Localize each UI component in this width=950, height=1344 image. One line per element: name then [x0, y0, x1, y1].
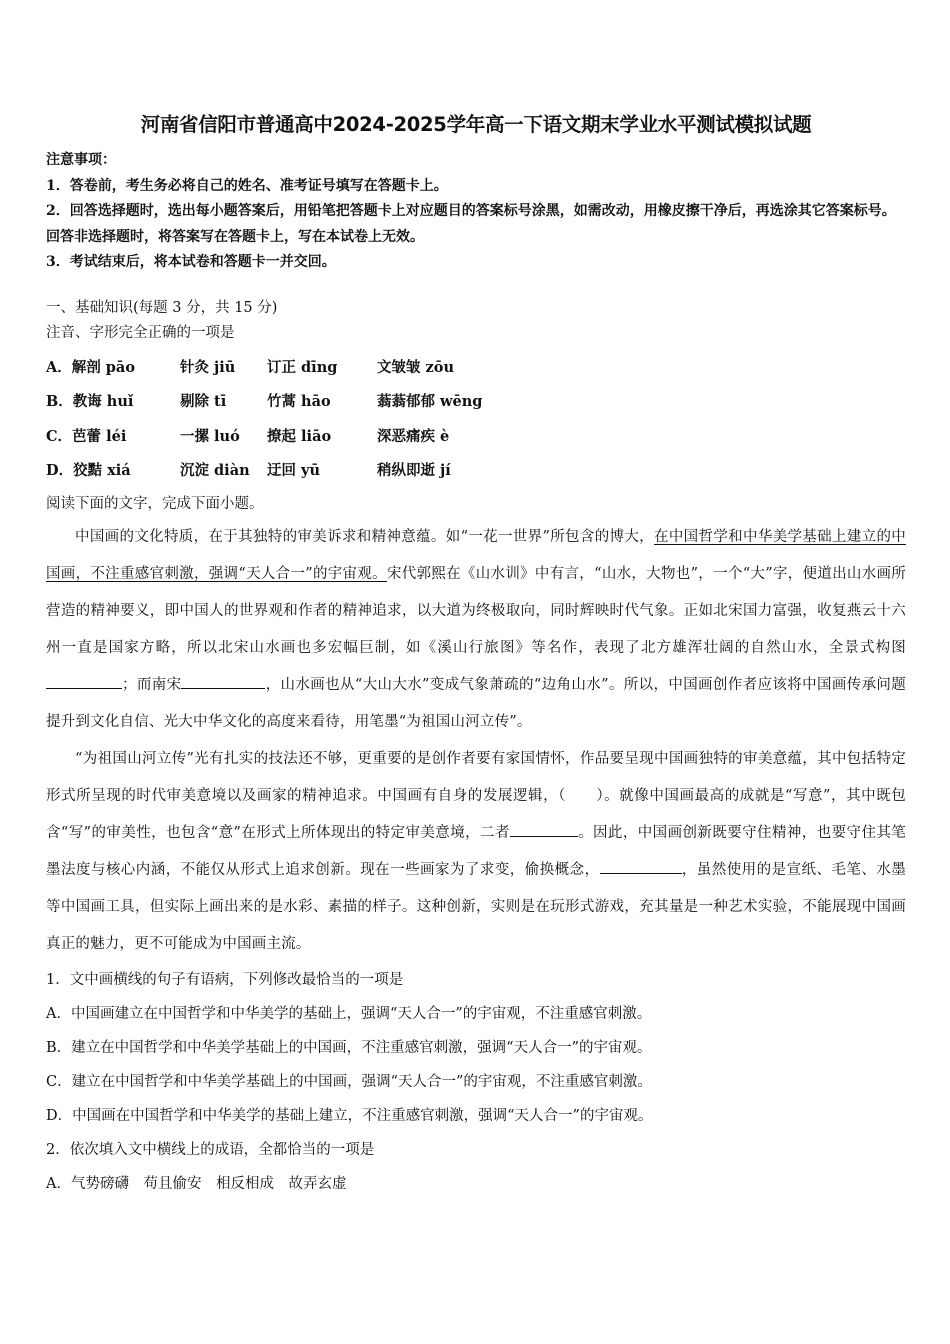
answer-option: C．建立在中国哲学和中华美学基础上的中国画，强调“天人合一”的宇宙观，不注重感官刺激。 [46, 1073, 652, 1090]
option-word: 迂回 yū [267, 462, 321, 479]
option-word: 一摞 luó [180, 427, 240, 445]
answer-option: D．中国画在中国哲学和中华美学的基础上建立，不注重感官刺激，强调“天人合一”的宇宙观。 [46, 1107, 653, 1124]
section-heading: 一、基础知识(每题 3 分，共 15 分) [46, 299, 278, 316]
reading-prompt: 阅读下面的文字，完成下面小题。 [46, 495, 264, 512]
question-stem: 1．文中画横线的句子有语病，下列修改最恰当的一项是 [46, 971, 404, 988]
option-word: 稍纵即逝 jí [377, 462, 451, 479]
answer-option: A．气势磅礴 苟且偷安 相反相成 故弄玄虚 [46, 1175, 347, 1192]
reading-section [46, 489, 906, 963]
option-a [46, 351, 906, 386]
answer-option: A．中国画建立在中国哲学和中华美学的基础上，强调“天人合一”的宇宙观，不注重感官刺激。 [46, 1005, 652, 1022]
question-stem: 注音、字形完全正确的一项是 [46, 325, 235, 341]
note-item: 1．答卷前，考生务必将自己的姓名、准考证号填写在答题卡上。 [46, 177, 448, 194]
question-2 [46, 1133, 906, 1201]
question-stem: 2．依次填入文中横线上的成语，全都恰当的一项是 [46, 1141, 375, 1158]
underlined-sentence: 在中国哲学和中华美学基础上建立的中国画，不注重感官刺激，强调“天人合一”的宇宙观。 [46, 528, 906, 582]
fill-blank [46, 674, 122, 689]
passage-text: 。因此，中国画创新既要守住精神，也要守住其笔墨法度与核心内涵，不能仅从形式上追求创新。现在一些画家为了求变，偷换概念， [46, 824, 906, 878]
option-c [46, 420, 906, 455]
option-word: 撩起 liāo [267, 427, 332, 445]
page-title: 河南省信阳市普通高中2024-2025学年高一下语文期末学业水平测试模拟试题 [140, 113, 812, 136]
option-word: 蓊蓊郁郁 wēng [377, 393, 483, 410]
option-word: 深恶痛疾 è [377, 427, 450, 445]
fill-blank [510, 822, 578, 837]
option-word: 订正 dīng [267, 358, 338, 376]
option-b [46, 385, 906, 420]
option-word: A．解剖 pāo [46, 358, 136, 376]
option-word: 沉淀 diàn [180, 462, 250, 479]
passage-paragraph-1 [46, 519, 906, 741]
notes-heading: 注意事项： [46, 152, 116, 168]
option-word: C．芭蕾 léi [46, 427, 127, 445]
note-item: 2．回答选择题时，选出每小题答案后，用铅笔把答题卡上对应题目的答案标号涂黑，如需改动，用橡皮擦干净后，再选涂其它答案标号。回答非选择题时，将答案写在答题卡上，写在本试卷上无效。 [46, 203, 896, 245]
option-word: 竹蒿 hāo [267, 393, 331, 410]
passage-text: ，山水画也从“大山大水”变成气象萧疏的“边角山水”。所以，中国画创作者应该将中国画传承问题提升到文化自信、光大中华文化的高度来看待，用笔墨“为祖国山河立传”。 [46, 676, 906, 730]
option-word: 文皱皱 zōu [377, 358, 454, 376]
option-word: B．教诲 huǐ [46, 393, 134, 410]
exam-page [46, 110, 906, 1201]
option-word: D．狡黠 xiá [46, 462, 131, 479]
passage-text: ）。就像中国画最高的成就是“写意”，其中既包含“写”的审美性，也包含“意”在形式上所体现出的特定审美意境，二者 [46, 787, 906, 841]
section-basic-knowledge [46, 296, 906, 489]
note-item: 3．考试结束后，将本试卷和答题卡一并交回。 [46, 254, 336, 270]
option-word: 针灸 jiū [180, 358, 236, 376]
fill-blank [181, 674, 265, 689]
option-d [46, 454, 906, 489]
question-1 [46, 963, 906, 1133]
passage-paragraph-2 [46, 741, 906, 963]
notes-block [46, 148, 906, 276]
option-word: 剔除 tī [180, 393, 227, 410]
passage-text: ，虽然使用的是宣纸、毛笔、水墨等中国画工具，但实际上画出来的是水彩、素描的样子。这种创新，实则是在玩形式游戏，充其量是一种艺术实验，不能展现中国画真正的魅力，更不可能成为中国画主流。 [46, 861, 906, 952]
passage-text: ；而南宋 [122, 676, 182, 693]
passage-text: 宋代郭熙在《山水训》中有言，“山水，大物也”，一个“大”字，便道出山水画所营造的精神要义，即中国人的世界观和作者的精神追求，以大道为终极取向，同时辉映时代气象。正如北宋国力富强，收复燕云十六州一直是国家方略，所以北宋山水画也多宏幅巨制，如《溪山行旅图》等名作，表现了北方雄浑壮阔的自然山水，全景式构图 [46, 565, 906, 656]
passage-text: 中国画的文化特质，在于其独特的审美诉求和精神意蕴。如“一花一世界”所包含的博大， [75, 528, 655, 545]
passage-text: “为祖国山河立传”光有扎实的技法还不够，更重要的是创作者要有家国情怀，作品要呈现中国画独特的审美意蕴，其中包括特定形式所呈现的时代审美意境以及画家的精神追求。中国画有自身的发展逻辑，（ [46, 750, 906, 804]
answer-option: B．建立在中国哲学和中华美学基础上的中国画，不注重感官刺激，强调“天人合一”的宇宙观。 [46, 1039, 652, 1056]
fill-blank [600, 859, 682, 874]
